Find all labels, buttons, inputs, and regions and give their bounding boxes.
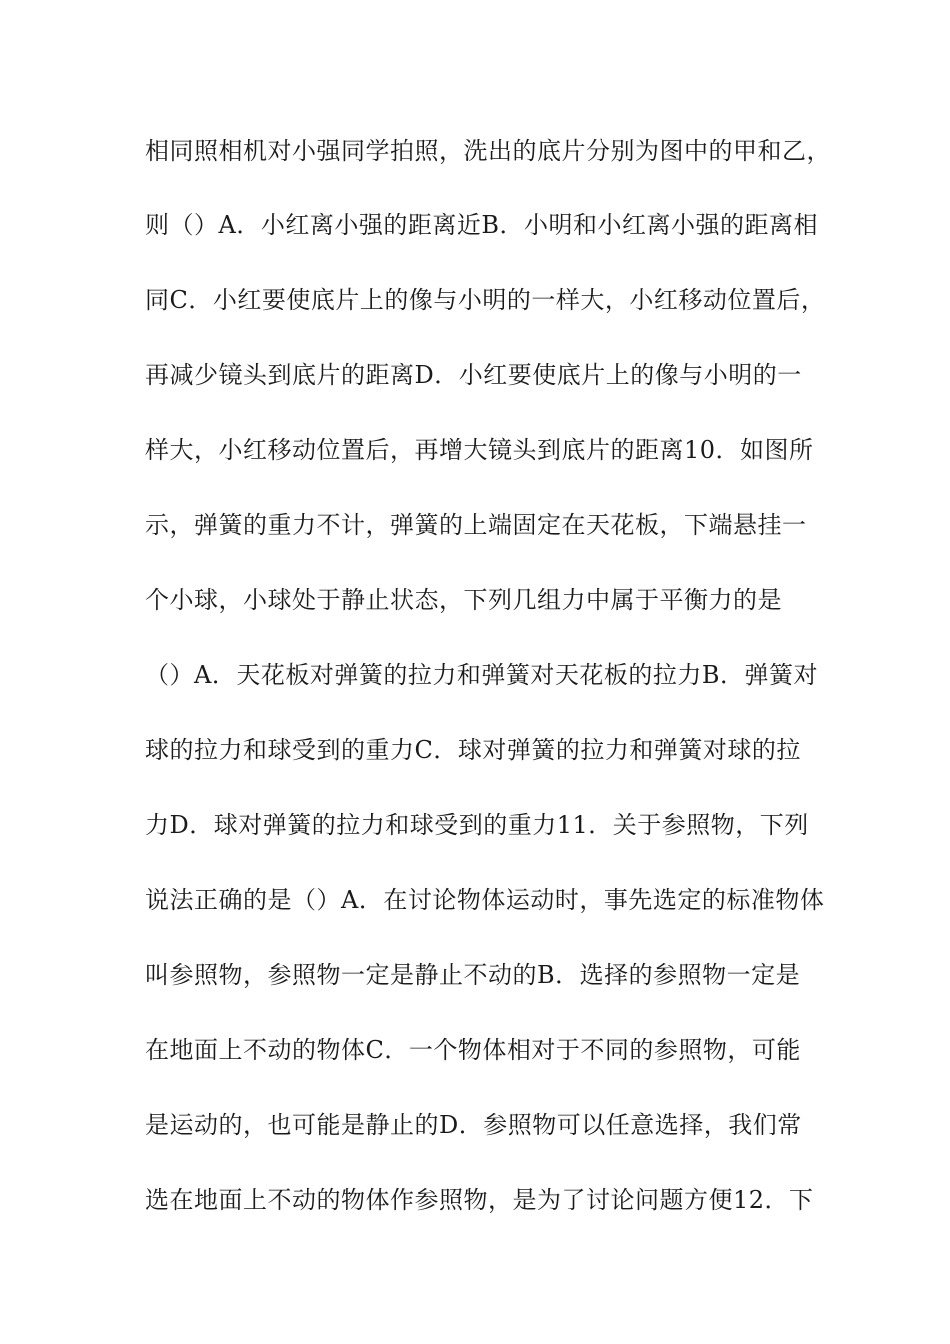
text-line: 相同照相机对小强同学拍照，洗出的底片分别为图中的甲和乙， [145,137,831,165]
text-line: 样大，小红移动位置后，再增大镜头到底片的距离10．如图所 [145,436,814,464]
text-line: 则（）A．小红离小强的距离近B．小明和小红离小强的距离相 [145,211,818,239]
text-line: 说法正确的是（）A．在讨论物体运动时，事先选定的标准物体 [145,886,825,914]
text-line: 同C．小红要使底片上的像与小明的一样大，小红移动位置后， [145,286,826,314]
text-line: 示，弹簧的重力不计，弹簧的上端固定在天花板，下端悬挂一 [145,511,807,539]
text-line: 个小球，小球处于静止状态，下列几组力中属于平衡力的是 [145,586,782,614]
text-line: 是运动的，也可能是静止的D．参照物可以任意选择，我们常 [145,1111,802,1139]
text-line: （）A．天花板对弹簧的拉力和弹簧对天花板的拉力B．弹簧对 [145,661,818,689]
text-line: 在地面上不动的物体C．一个物体相对于不同的参照物，可能 [145,1036,801,1064]
text-line: 球的拉力和球受到的重力C．球对弹簧的拉力和弹簧对球的拉 [145,736,801,764]
text-line: 选在地面上不动的物体作参照物，是为了讨论问题方便12．下 [145,1186,814,1214]
text-line: 再减少镜头到底片的距离D．小红要使底片上的像与小明的一 [145,361,802,389]
text-line: 力D．球对弹簧的拉力和球受到的重力11．关于参照物，下列 [145,811,809,839]
text-line: 叫参照物，参照物一定是静止不动的B．选择的参照物一定是 [145,961,801,989]
